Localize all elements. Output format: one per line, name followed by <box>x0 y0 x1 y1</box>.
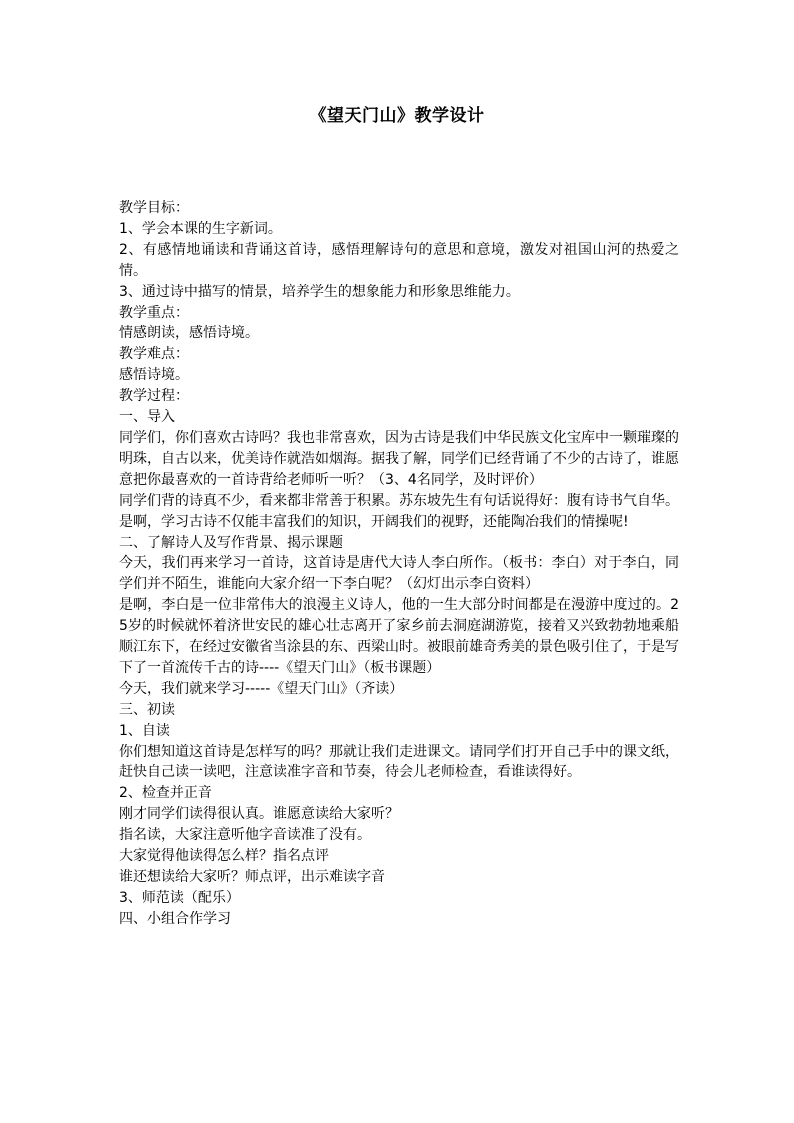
paragraph-intro-2: 同学们背的诗真不少，看来都非常善于积累。苏东坡先生有句话说得好：腹有诗书气自华。是啊，学习古诗不仅能丰富我们的知识，开阔我们的视野，还能陶冶我们的情操呢! <box>119 492 679 530</box>
section-heading-group-study: 四、小组合作学习 <box>119 910 231 927</box>
paragraph-goal-2: 2、有感情地诵读和背诵这首诗，感悟理解诗句的意思和意境，激发对祖国山河的热爱之情。 <box>119 241 679 279</box>
section-heading-background: 二、了解诗人及写作背景、揭示课题 <box>119 534 343 551</box>
paragraph-goal-1: 1、学会本课的生字新词。 <box>119 220 282 237</box>
section-heading-first-reading: 三、初读 <box>119 701 175 718</box>
paragraph-intro-1: 同学们，你们喜欢古诗吗？我也非常喜欢，因为古诗是我们中华民族文化宝库中一颗璀璨的明珠，自古以来，优美诗作就浩如烟海。据我了解，同学们已经背诵了不少的古诗了，谁愿意把你最喜欢的一首诗背给老师听一听？（3、4名同学，及时评价） <box>119 429 679 488</box>
paragraph-process-heading: 教学过程： <box>119 388 189 405</box>
paragraph-background-3: 今天，我们就来学习-----《望天门山》（齐读） <box>119 680 404 697</box>
subheading-check-pronunciation: 2、检查并正音 <box>119 785 212 802</box>
paragraph-background-2: 是啊，李白是一位非常伟大的浪漫主义诗人，他的一生大部分时间都是在漫游中度过的。25岁的时候就怀着济世安民的雄心壮志离开了家乡前去洞庭湖游览，接着又兴致勃勃地乘船顺江东下，在经过安徽省当涂县的东、西梁山时。被眼前雄奇秀美的景色吸引住了，于是写下了一首流传千古的诗----《望天门山》（板书课题） <box>119 597 679 676</box>
paragraph-self-reading: 你们想知道这首诗是怎样写的吗？那就让我们走进课文。请同学们打开自己手中的课文纸，赶快自己读一读吧，注意读准字音和节奏，待会儿老师检查，看谁读得好。 <box>119 743 679 781</box>
paragraph-check-3: 大家觉得他读得怎么样？指名点评 <box>119 848 329 865</box>
paragraph-background-1: 今天，我们再来学习一首诗，这首诗是唐代大诗人李白所作。（板书：李白）对于李白，同学们并不陌生，谁能向大家介绍一下李白呢？（幻灯出示李白资料） <box>119 555 679 593</box>
document-title: 《望天门山》教学设计 <box>309 106 485 126</box>
paragraph-check-4: 谁还想读给大家听？师点评，出示难读字音 <box>119 869 385 885</box>
paragraph-teaching-goals-heading: 教学目标： <box>119 200 189 216</box>
paragraph-check-2: 指名读，大家注意听他字音读准了没有。 <box>119 827 371 844</box>
paragraph-check-1: 刚才同学们读得很认真。谁愿意读给大家听？ <box>119 806 399 823</box>
document-body <box>119 198 679 930</box>
paragraph-key-points-heading: 教学重点： <box>119 304 189 321</box>
paragraph-difficulty: 感悟诗境。 <box>119 367 189 384</box>
paragraph-goal-3: 3、通过诗中描写的情景，培养学生的想象能力和形象思维能力。 <box>119 283 520 300</box>
paragraph-difficulty-heading: 教学难点： <box>119 346 189 363</box>
section-heading-intro: 一、导入 <box>119 409 175 426</box>
subheading-self-reading: 1、自读 <box>119 722 170 739</box>
paragraph-key-points: 情感朗读，感悟诗境。 <box>119 325 259 342</box>
subheading-model-reading: 3、师范读（配乐） <box>119 889 240 906</box>
